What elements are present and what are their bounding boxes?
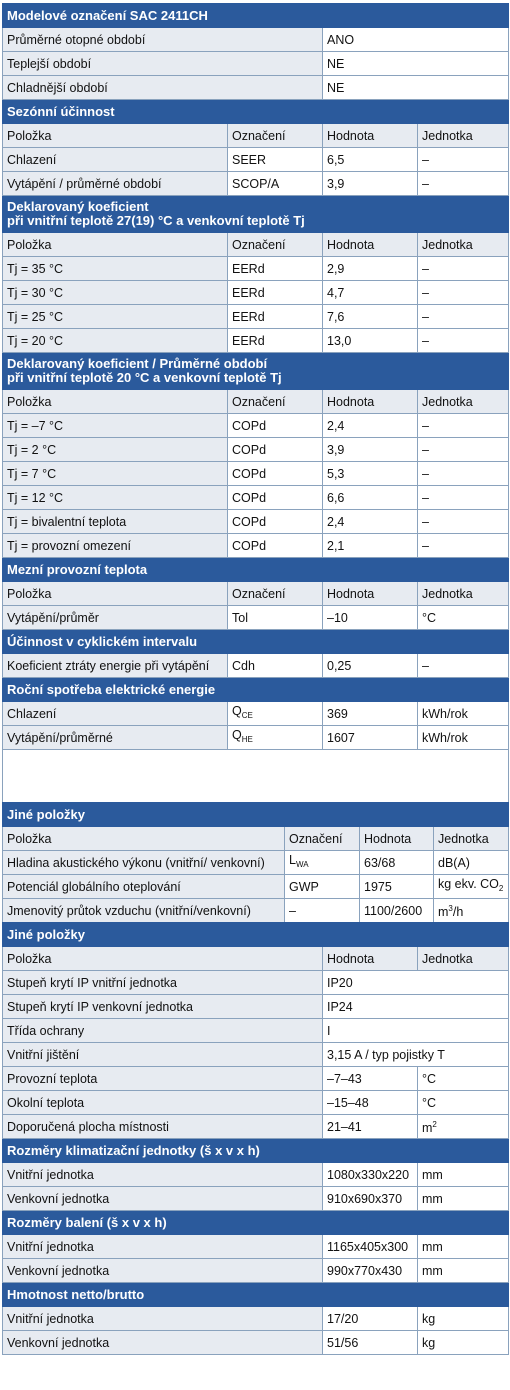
table-header bbox=[3, 390, 509, 414]
row-value: I bbox=[323, 1019, 509, 1043]
row-label: Venkovní jednotka bbox=[3, 1331, 323, 1355]
unit-main: m bbox=[438, 905, 449, 919]
section-seasonal bbox=[3, 100, 509, 124]
row-unit: mm bbox=[418, 1235, 509, 1259]
section-title: Sezónní účinnost bbox=[3, 100, 509, 124]
row-symbol: EERd bbox=[228, 305, 323, 329]
table-row bbox=[3, 1307, 509, 1331]
row-value: 7,6 bbox=[323, 305, 418, 329]
table-header bbox=[3, 947, 509, 971]
column-header: Jednotka bbox=[418, 124, 509, 148]
row-label: Stupeň krytí IP vnitřní jednotka bbox=[3, 971, 323, 995]
row-label: Jmenovitý průtok vzduchu (vnitřní/venkovní) bbox=[3, 899, 285, 923]
row-symbol bbox=[228, 726, 323, 750]
table-row bbox=[3, 1115, 509, 1139]
row-unit: °C bbox=[418, 606, 509, 630]
section-title-line1: Deklarovaný koeficient / Průměrné období bbox=[7, 356, 268, 371]
column-header: Označení bbox=[228, 390, 323, 414]
row-symbol: COPd bbox=[228, 414, 323, 438]
table-header bbox=[3, 124, 509, 148]
table-row bbox=[3, 1067, 509, 1091]
row-value: 0,25 bbox=[323, 654, 418, 678]
column-header: Hodnota bbox=[323, 390, 418, 414]
row-unit: kg bbox=[418, 1331, 509, 1355]
row-label: Třída ochrany bbox=[3, 1019, 323, 1043]
symbol-subscript: CE bbox=[241, 711, 253, 720]
section-title: Jiné položky bbox=[3, 923, 509, 947]
row-label: Vnitřní jednotka bbox=[3, 1163, 323, 1187]
table-row bbox=[3, 899, 509, 923]
table-row bbox=[3, 971, 509, 995]
table-row bbox=[3, 534, 509, 558]
spacer-row bbox=[3, 750, 509, 803]
table-row bbox=[3, 1091, 509, 1115]
row-symbol: Tol bbox=[228, 606, 323, 630]
row-unit: °C bbox=[418, 1091, 509, 1115]
section-cop bbox=[3, 353, 509, 390]
section-cyclic bbox=[3, 630, 509, 654]
section-title bbox=[3, 353, 509, 390]
row-label: Vnitřní jištění bbox=[3, 1043, 323, 1067]
table-row bbox=[3, 76, 509, 100]
table-row bbox=[3, 414, 509, 438]
table-row bbox=[3, 1043, 509, 1067]
row-unit: – bbox=[418, 281, 509, 305]
row-label: Vytápění / průměrné období bbox=[3, 172, 228, 196]
row-label: Tj = provozní omezení bbox=[3, 534, 228, 558]
row-unit: mm bbox=[418, 1163, 509, 1187]
row-value: 51/56 bbox=[323, 1331, 418, 1355]
row-value: NE bbox=[323, 52, 509, 76]
spec-table-other-1 bbox=[2, 802, 509, 923]
row-value: ANO bbox=[323, 28, 509, 52]
column-header: Označení bbox=[228, 124, 323, 148]
unit-main: kg ekv. CO bbox=[438, 877, 499, 891]
column-header: Jednotka bbox=[434, 827, 509, 851]
row-value: 6,6 bbox=[323, 486, 418, 510]
section-weight bbox=[3, 1283, 509, 1307]
section-title: Jiné položky bbox=[3, 803, 509, 827]
column-header: Položka bbox=[3, 233, 228, 257]
section-title-line1: Deklarovaný koeficient bbox=[7, 199, 149, 214]
row-value: –10 bbox=[323, 606, 418, 630]
table-row bbox=[3, 995, 509, 1019]
table-row bbox=[3, 52, 509, 76]
section-title: Účinnost v cyklickém intervalu bbox=[3, 630, 509, 654]
unit-superscript: 3 bbox=[448, 904, 453, 913]
row-unit: – bbox=[418, 148, 509, 172]
section-title: Rozměry klimatizační jednotky (š x v x h) bbox=[3, 1139, 509, 1163]
table-row bbox=[3, 281, 509, 305]
row-symbol: – bbox=[285, 899, 360, 923]
row-value: 2,1 bbox=[323, 534, 418, 558]
section-model bbox=[3, 4, 509, 28]
symbol-subscript: WA bbox=[295, 860, 309, 869]
row-unit bbox=[434, 899, 509, 923]
column-header: Označení bbox=[228, 582, 323, 606]
row-value: 910x690x370 bbox=[323, 1187, 418, 1211]
row-value: NE bbox=[323, 76, 509, 100]
table-row bbox=[3, 305, 509, 329]
row-value: 5,3 bbox=[323, 462, 418, 486]
row-unit: – bbox=[418, 510, 509, 534]
section-title-line2: při vnitřní teplotě 20 °C a venkovní teplotě Tj bbox=[7, 370, 282, 385]
row-value: 17/20 bbox=[323, 1307, 418, 1331]
row-value: 1080x330x220 bbox=[323, 1163, 418, 1187]
row-value: 3,15 A / typ pojistky T bbox=[323, 1043, 509, 1067]
table-row bbox=[3, 1331, 509, 1355]
symbol-main: L bbox=[289, 853, 296, 867]
symbol-subscript: HE bbox=[241, 735, 253, 744]
symbol-main: Q bbox=[232, 728, 242, 742]
row-unit: – bbox=[418, 534, 509, 558]
row-symbol: EERd bbox=[228, 329, 323, 353]
row-label: Doporučená plocha místnosti bbox=[3, 1115, 323, 1139]
section-title: Roční spotřeba elektrické energie bbox=[3, 678, 509, 702]
spec-table-main bbox=[2, 3, 509, 803]
section-other-1 bbox=[3, 803, 509, 827]
row-unit: – bbox=[418, 438, 509, 462]
row-label: Chlazení bbox=[3, 702, 228, 726]
column-header: Položka bbox=[3, 947, 323, 971]
table-row bbox=[3, 486, 509, 510]
row-symbol: COPd bbox=[228, 462, 323, 486]
section-title bbox=[3, 196, 509, 233]
row-unit: – bbox=[418, 486, 509, 510]
row-label: Vnitřní jednotka bbox=[3, 1235, 323, 1259]
row-label: Stupeň krytí IP venkovní jednotka bbox=[3, 995, 323, 1019]
row-label: Tj = 2 °C bbox=[3, 438, 228, 462]
row-label: Tj = 12 °C bbox=[3, 486, 228, 510]
row-symbol: COPd bbox=[228, 486, 323, 510]
column-header: Položka bbox=[3, 390, 228, 414]
row-value: IP24 bbox=[323, 995, 509, 1019]
row-symbol: SEER bbox=[228, 148, 323, 172]
row-value: 1100/2600 bbox=[360, 899, 434, 923]
row-unit: – bbox=[418, 329, 509, 353]
row-label: Tj = bivalentní teplota bbox=[3, 510, 228, 534]
table-header bbox=[3, 827, 509, 851]
section-other-2 bbox=[3, 923, 509, 947]
row-unit: mm bbox=[418, 1259, 509, 1283]
table-row bbox=[3, 1259, 509, 1283]
table-row bbox=[3, 875, 509, 899]
row-unit: kWh/rok bbox=[418, 702, 509, 726]
row-value: –7–43 bbox=[323, 1067, 418, 1091]
row-label: Tj = 25 °C bbox=[3, 305, 228, 329]
unit-suffix: /h bbox=[452, 905, 464, 919]
row-value: 990x770x430 bbox=[323, 1259, 418, 1283]
section-title: Mezní provozní teplota bbox=[3, 558, 509, 582]
table-row bbox=[3, 28, 509, 52]
row-value: 1165x405x300 bbox=[323, 1235, 418, 1259]
table-row bbox=[3, 148, 509, 172]
row-label: Hladina akustického výkonu (vnitřní/ venkovní) bbox=[3, 851, 285, 875]
row-symbol bbox=[228, 702, 323, 726]
column-header: Hodnota bbox=[360, 827, 434, 851]
table-row bbox=[3, 654, 509, 678]
section-title: Rozměry balení (š x v x h) bbox=[3, 1211, 509, 1235]
unit-subscript: 2 bbox=[498, 884, 504, 893]
row-label: Tj = 20 °C bbox=[3, 329, 228, 353]
row-unit: kWh/rok bbox=[418, 726, 509, 750]
table-row bbox=[3, 462, 509, 486]
row-unit: – bbox=[418, 462, 509, 486]
column-header: Jednotka bbox=[418, 947, 509, 971]
unit-superscript: 2 bbox=[432, 1120, 437, 1129]
row-value: 63/68 bbox=[360, 851, 434, 875]
row-value: 4,7 bbox=[323, 281, 418, 305]
table-row bbox=[3, 1163, 509, 1187]
unit-main: m bbox=[422, 1121, 433, 1135]
column-header: Jednotka bbox=[418, 390, 509, 414]
row-unit: – bbox=[418, 172, 509, 196]
row-value: 2,4 bbox=[323, 510, 418, 534]
section-limit bbox=[3, 558, 509, 582]
row-label: Tj = 7 °C bbox=[3, 462, 228, 486]
row-label: Venkovní jednotka bbox=[3, 1259, 323, 1283]
column-header: Jednotka bbox=[418, 582, 509, 606]
table-row bbox=[3, 329, 509, 353]
row-value: 3,9 bbox=[323, 438, 418, 462]
section-title-line2: při vnitřní teplotě 27(19) °C a venkovní teplotě Tj bbox=[7, 213, 305, 228]
row-label: Koeficient ztráty energie při vytápění bbox=[3, 654, 228, 678]
row-unit: dB(A) bbox=[434, 851, 509, 875]
row-value: 21–41 bbox=[323, 1115, 418, 1139]
row-symbol: EERd bbox=[228, 257, 323, 281]
row-symbol bbox=[285, 851, 360, 875]
section-annual bbox=[3, 678, 509, 702]
row-label: Teplejší období bbox=[3, 52, 323, 76]
row-label: Venkovní jednotka bbox=[3, 1187, 323, 1211]
row-value: 13,0 bbox=[323, 329, 418, 353]
row-symbol: SCOP/A bbox=[228, 172, 323, 196]
row-value: 369 bbox=[323, 702, 418, 726]
table-row bbox=[3, 726, 509, 750]
row-label: Potenciál globálního oteplování bbox=[3, 875, 285, 899]
column-header: Položka bbox=[3, 124, 228, 148]
row-unit bbox=[434, 875, 509, 899]
column-header: Označení bbox=[228, 233, 323, 257]
section-title: Modelové označení SAC 2411CH bbox=[3, 4, 509, 28]
row-symbol: COPd bbox=[228, 510, 323, 534]
column-header: Položka bbox=[3, 827, 285, 851]
table-row bbox=[3, 702, 509, 726]
row-value: 1607 bbox=[323, 726, 418, 750]
row-value: 6,5 bbox=[323, 148, 418, 172]
row-unit: mm bbox=[418, 1187, 509, 1211]
row-label: Tj = 35 °C bbox=[3, 257, 228, 281]
row-value: 1975 bbox=[360, 875, 434, 899]
table-row bbox=[3, 510, 509, 534]
row-unit bbox=[418, 1115, 509, 1139]
symbol-main: Q bbox=[232, 704, 242, 718]
row-label: Chladnější období bbox=[3, 76, 323, 100]
row-unit: – bbox=[418, 414, 509, 438]
row-symbol: COPd bbox=[228, 438, 323, 462]
section-dims-unit bbox=[3, 1139, 509, 1163]
row-label: Okolní teplota bbox=[3, 1091, 323, 1115]
table-header bbox=[3, 582, 509, 606]
row-label: Provozní teplota bbox=[3, 1067, 323, 1091]
row-value: 3,9 bbox=[323, 172, 418, 196]
row-label: Vytápění/průměrné bbox=[3, 726, 228, 750]
section-dims-pack bbox=[3, 1211, 509, 1235]
row-label: Tj = –7 °C bbox=[3, 414, 228, 438]
section-title: Hmotnost netto/brutto bbox=[3, 1283, 509, 1307]
table-row bbox=[3, 1187, 509, 1211]
row-label: Chlazení bbox=[3, 148, 228, 172]
section-eer bbox=[3, 196, 509, 233]
row-label: Průměrné otopné období bbox=[3, 28, 323, 52]
column-header: Hodnota bbox=[323, 233, 418, 257]
table-row bbox=[3, 1235, 509, 1259]
column-header: Hodnota bbox=[323, 582, 418, 606]
table-row bbox=[3, 438, 509, 462]
row-value: 2,4 bbox=[323, 414, 418, 438]
table-row bbox=[3, 851, 509, 875]
row-symbol: EERd bbox=[228, 281, 323, 305]
row-value: IP20 bbox=[323, 971, 509, 995]
table-row bbox=[3, 606, 509, 630]
row-symbol: GWP bbox=[285, 875, 360, 899]
column-header: Hodnota bbox=[323, 124, 418, 148]
column-header: Hodnota bbox=[323, 947, 418, 971]
row-symbol: COPd bbox=[228, 534, 323, 558]
row-unit: – bbox=[418, 257, 509, 281]
column-header: Položka bbox=[3, 582, 228, 606]
row-label: Vytápění/průměr bbox=[3, 606, 228, 630]
row-label: Tj = 30 °C bbox=[3, 281, 228, 305]
spec-sheet bbox=[2, 3, 508, 1355]
row-unit: °C bbox=[418, 1067, 509, 1091]
row-label: Vnitřní jednotka bbox=[3, 1307, 323, 1331]
row-symbol: Cdh bbox=[228, 654, 323, 678]
table-row bbox=[3, 172, 509, 196]
table-row bbox=[3, 257, 509, 281]
row-value: 2,9 bbox=[323, 257, 418, 281]
column-header: Označení bbox=[285, 827, 360, 851]
table-header bbox=[3, 233, 509, 257]
table-row bbox=[3, 1019, 509, 1043]
row-value: –15–48 bbox=[323, 1091, 418, 1115]
row-unit: – bbox=[418, 305, 509, 329]
row-unit: – bbox=[418, 654, 509, 678]
spec-table-other-2 bbox=[2, 922, 509, 1355]
row-unit: kg bbox=[418, 1307, 509, 1331]
empty-cell bbox=[3, 750, 509, 803]
column-header: Jednotka bbox=[418, 233, 509, 257]
